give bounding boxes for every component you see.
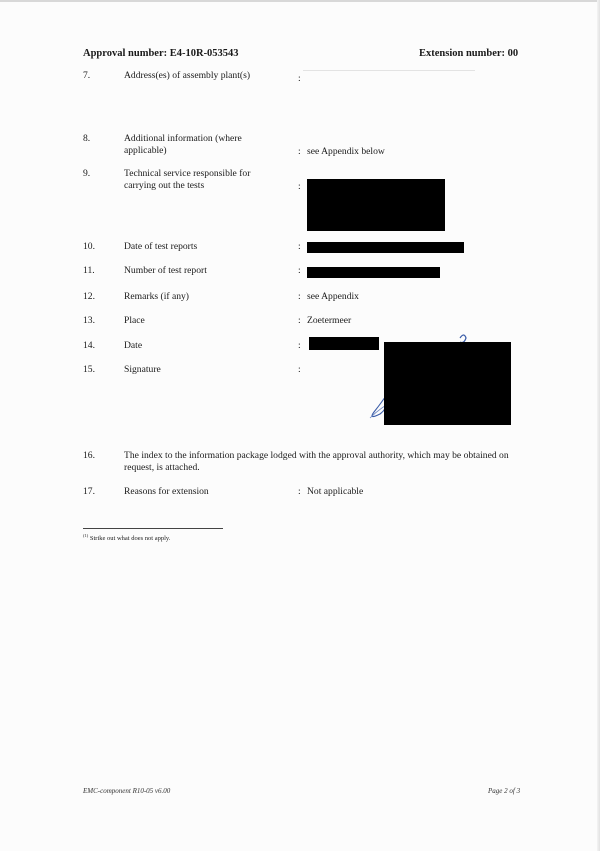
- redaction-test-report-date: [307, 242, 464, 253]
- item-label: Reasons for extension: [124, 486, 209, 497]
- footnote-rule: [83, 528, 223, 529]
- item-number: 7.: [83, 70, 91, 81]
- item-number: 10.: [83, 241, 95, 252]
- item-number: 17.: [83, 486, 95, 497]
- item-number: 14.: [83, 340, 95, 351]
- item-number: 16.: [83, 450, 95, 461]
- item-number: 9.: [83, 168, 91, 179]
- item-label: Number of test report: [124, 265, 207, 276]
- item-label: Additional information (where applicable): [124, 133, 242, 156]
- item-colon: :: [298, 315, 301, 326]
- item-colon: :: [298, 340, 301, 351]
- redaction-test-report-number: [307, 267, 440, 278]
- item-label: Date of test reports: [124, 241, 198, 252]
- item-label: The index to the information package lodged with the approval authority, which may be obtained on request, is attached.: [124, 450, 509, 473]
- item-label: Remarks (if any): [124, 291, 190, 302]
- page-top-edge: [0, 0, 600, 2]
- item-colon: :: [298, 146, 301, 157]
- item-number: 8.: [83, 133, 91, 144]
- redaction-signature: [384, 342, 511, 425]
- item-number: 11.: [83, 265, 95, 276]
- item-label: Technical service responsible for carrying out the tests: [124, 168, 251, 191]
- item-value: Not applicable: [307, 486, 364, 497]
- item-label: Address(es) of assembly plant(s): [124, 70, 251, 81]
- item-colon: :: [298, 364, 301, 375]
- item-value: see Appendix: [307, 291, 359, 302]
- footer-page-number: Page 2 of 3: [488, 787, 521, 795]
- item-colon: :: [298, 241, 301, 252]
- item-number: 13.: [83, 315, 95, 326]
- item-colon: :: [298, 181, 301, 192]
- item-label: Place: [124, 315, 145, 326]
- footnote-text: Strike out what does not apply.: [89, 535, 171, 543]
- item-number: 15.: [83, 364, 95, 375]
- item-value: Zoetermeer: [307, 315, 352, 326]
- approval-number: Approval number: E4-10R-053543: [83, 48, 239, 59]
- item-number: 12.: [83, 291, 95, 302]
- extension-number: Extension number: 00: [419, 48, 519, 59]
- item-value: see Appendix below: [307, 146, 385, 157]
- footnote: [83, 533, 170, 542]
- item-label: Date: [124, 340, 143, 351]
- footnote-marker: (1): [83, 533, 89, 538]
- footer-form-id: EMC-component R10-05 v6.00: [83, 787, 171, 795]
- item-colon: :: [298, 73, 301, 84]
- item-label: Signature: [124, 364, 161, 375]
- redaction-technical-service: [307, 179, 445, 231]
- item-colon: :: [298, 291, 301, 302]
- item-colon: :: [298, 265, 301, 276]
- item-colon: :: [298, 486, 301, 497]
- faint-bleed-line: [303, 70, 475, 71]
